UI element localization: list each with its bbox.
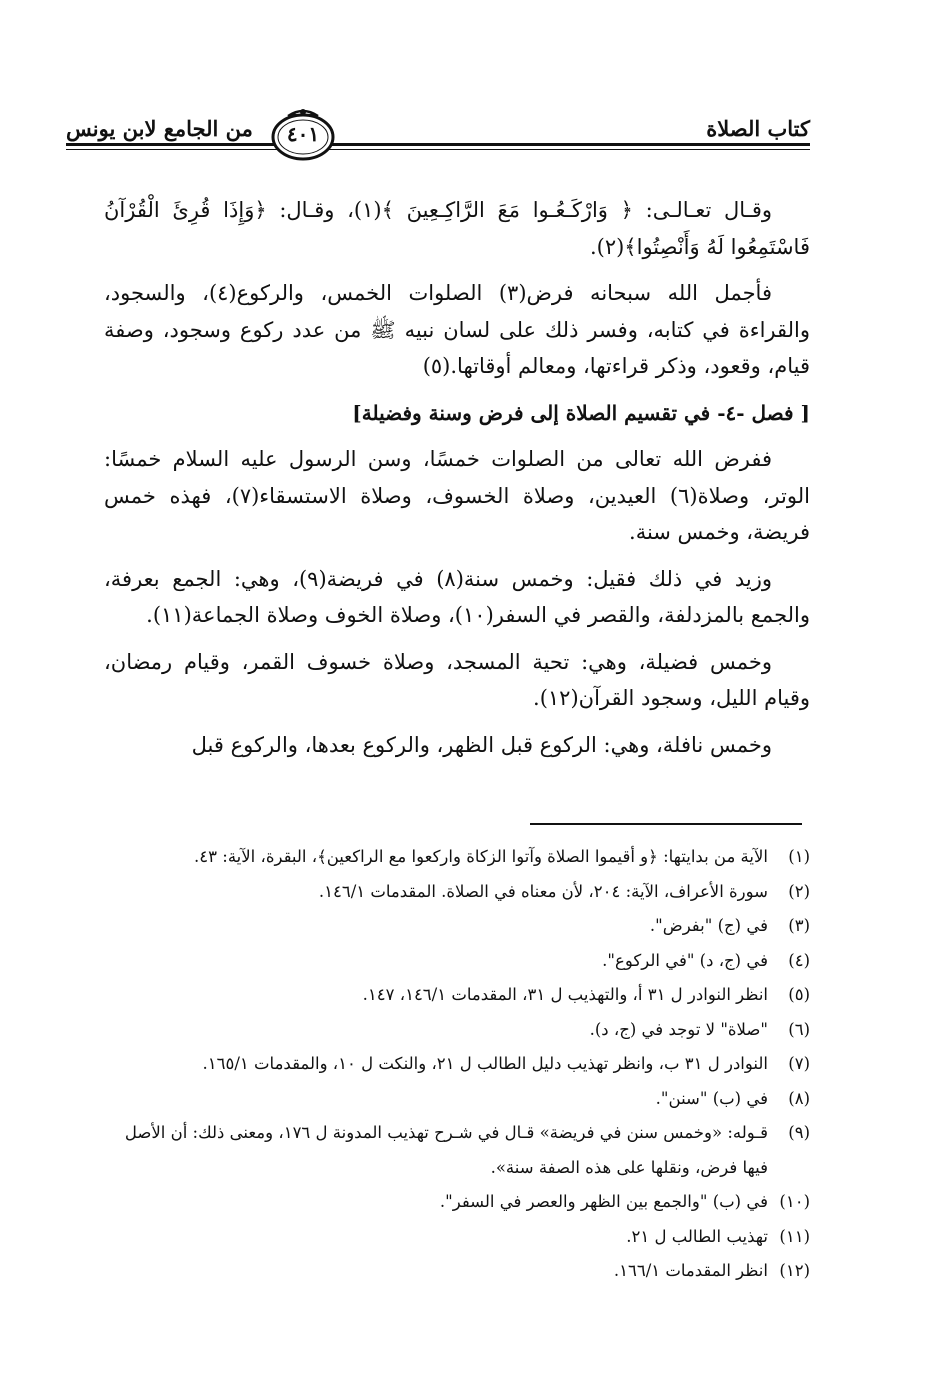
footnote-text: في (ج) "بفرض". <box>649 916 768 935</box>
footnote-text: في (ج، د) "في الركوع". <box>602 950 768 970</box>
footnote-number: (٣) <box>788 916 810 935</box>
footnote <box>104 1047 810 1082</box>
footnote-divider <box>530 823 802 825</box>
paragraph-prayer-obligations: فأجمل الله سبحانه فرض(٣) الصلوات الخمس، والركوع(٤)، والسجود، والقراءة في كتابه، وفسر ذلك على لسان نبيه ﷺ من عدد ركوع وسجود، وصفة قيام، وقعود، وذكر قراءتها، ومعالم أوقاتها.(٥) <box>104 281 810 378</box>
footnotes <box>104 840 810 1289</box>
footnote <box>104 1116 810 1185</box>
footnote-text: في (ب) "سنن". <box>655 1088 768 1108</box>
footnote <box>104 1220 810 1255</box>
chapter-title: كتاب الصلاة <box>706 116 810 141</box>
footnote <box>104 875 810 910</box>
footnote-text: قـوله: «وخمس سنن في فريضة» قـال في شـرح تهذيب المدونة ل ١٧٦، ومعنى ذلك: أن الأصل فيها فرض، ونقلها على هذه الصفة سنة». <box>124 1123 768 1177</box>
running-header <box>66 106 810 158</box>
footnote-number: (١) <box>788 847 810 866</box>
footnote-text: تهذيب الطالب ل ٢١. <box>626 1226 768 1246</box>
footnote <box>104 1082 810 1117</box>
footnote-number: (٤) <box>788 950 810 970</box>
footnote <box>104 1013 810 1048</box>
footnote <box>104 909 810 944</box>
footnote-text: النوادر ل ٣١ ب، وانظر تهذيب دليل الطالب ل ٢١، والنكت ل ١٠، والمقدمات ١٦٥/١. <box>202 1054 768 1073</box>
footnote-number: (٥) <box>788 985 810 1004</box>
footnote-number: (٢) <box>788 881 810 901</box>
paragraph-virtue: وخمس فضيلة، وهي: تحية المسجد، وصلاة خسوف القمر، وقيام رمضان، وقيام الليل، وسجود القرآن(١٢). <box>104 649 810 710</box>
paragraph-sunnah-in-obligation: وزيد في ذلك فقيل: وخمس سنة(٨) في فريضة(٩)، وهي: الجمع بعرفة، والجمع بالمزدلفة، والقصر في السفر(١٠)، وصلاة الخوف وصلاة الجماعة(١١). <box>104 566 810 627</box>
paragraph-verses: وقـال تعـالـى: ﴿ وَارْكَـعُـوا مَعَ الرَّاكِـعِينَ ﴾(١)، وقـال: ﴿وَإِذَا قُرِئَ الْقُرْآنُ فَاسْتَمِعُوا لَهُ وَأَنْصِتُوا﴾(٢). <box>104 198 810 259</box>
footnote-number: (٧) <box>788 1054 810 1073</box>
footnote-text: الآية من بدايتها: ﴿و أقيموا الصلاة وآتوا الزكاة واركعوا مع الراكعين﴾، البقرة، الآية: ٤٣. <box>194 847 768 866</box>
footnote <box>104 840 810 875</box>
paragraph-supererogatory: وخمس نافلة، وهي: الركوع قبل الظهر، والركوع بعدها، والركوع قبل <box>191 732 772 757</box>
footnote-number: (١١) <box>779 1226 810 1246</box>
section-heading: [ فصل -٤- في تقسيم الصلاة إلى فرض وسنة وفضيلة] <box>352 400 810 425</box>
footnote <box>104 1185 810 1220</box>
page-number: ٤٠١ <box>286 122 320 146</box>
footnote-number: (٦) <box>788 1019 810 1039</box>
footnote-text: في (ب) "والجمع بين الظهر والعصر في السفر". <box>439 1192 768 1211</box>
footnote-text: سورة الأعراف، الآية: ٢٠٤، لأن معناه في الصلاة. المقدمات ١٤٦/١. <box>318 881 768 901</box>
page-number-ornament <box>268 106 338 164</box>
footnote-text: "صلاة" لا توجد في (ج، د). <box>589 1019 768 1039</box>
footnote-number: (١٢) <box>779 1261 810 1280</box>
footnote-text: انظر المقدمات ١٦٦/١. <box>613 1261 768 1280</box>
footnote-text: انظر النوادر ل ٣١ أ، والتهذيب ل ٣١، المقدمات ١٤٦/١، ١٤٧. <box>362 985 768 1004</box>
footnote <box>104 1254 810 1289</box>
footnote-number: (١٠) <box>779 1192 810 1211</box>
book-title: من الجامع لابن يونس <box>66 116 253 141</box>
footnote-number: (٨) <box>788 1088 810 1108</box>
footnote-number: (٩) <box>788 1123 810 1142</box>
main-text <box>104 192 810 773</box>
paragraph-obligatory-and-sunnah: ففرض الله تعالى من الصلوات خمسًا، وسن الرسول عليه السلام خمسًا: الوتر، وصلاة(٦) العيدين، وصلاة الخسوف، وصلاة الاستسقاء(٧)، فهذه خمس فريضة، وخمس سنة. <box>104 447 810 544</box>
footnote <box>104 944 810 979</box>
footnote <box>104 978 810 1013</box>
header-rule-thick <box>66 143 810 146</box>
header-rule-thin <box>66 149 810 150</box>
